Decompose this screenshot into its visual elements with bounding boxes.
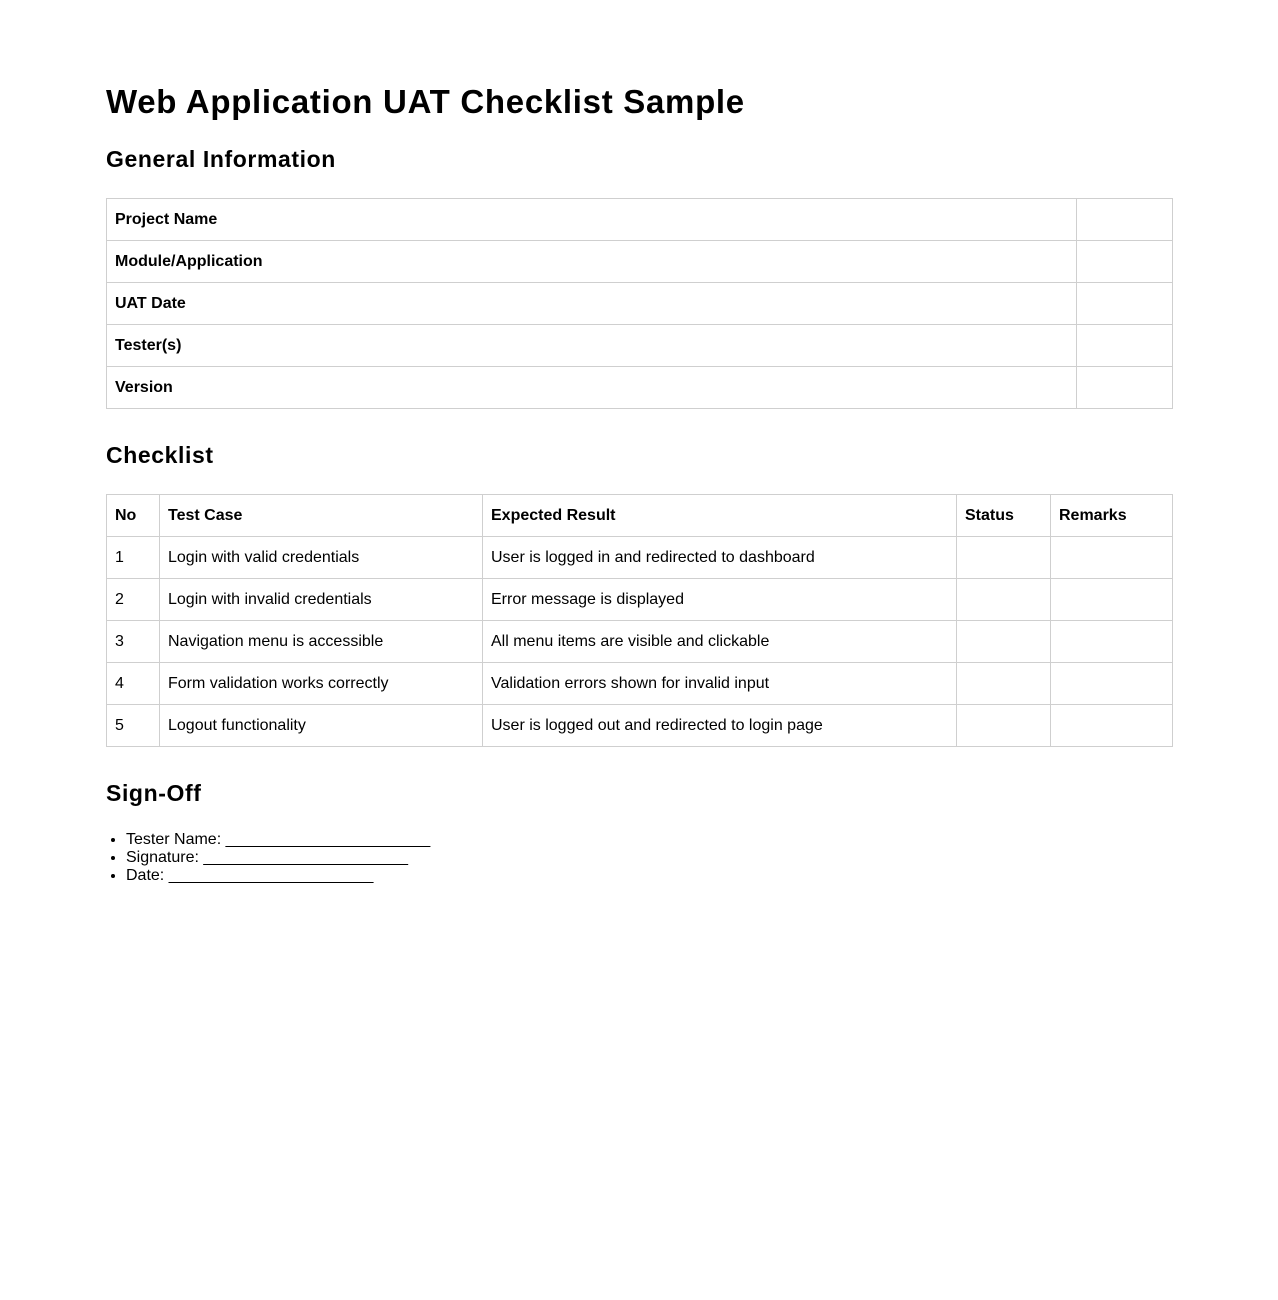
cell-no: 3	[107, 621, 160, 663]
sign-off-heading: Sign-Off	[106, 780, 202, 806]
document-page	[106, 0, 1172, 885]
cell-remarks[interactable]	[1051, 579, 1173, 621]
cell-no: 2	[107, 579, 160, 621]
cell-status[interactable]	[957, 537, 1051, 579]
cell-status[interactable]	[957, 663, 1051, 705]
info-label-module-application: Module/Application	[107, 241, 1077, 283]
cell-expected-result: User is logged out and redirected to login page	[483, 705, 957, 747]
cell-test-case: Login with invalid credentials	[160, 579, 483, 621]
cell-status[interactable]	[957, 579, 1051, 621]
cell-no: 1	[107, 537, 160, 579]
cell-expected-result: User is logged in and redirected to dashboard	[483, 537, 957, 579]
table-row	[107, 621, 1173, 663]
info-label-testers: Tester(s)	[107, 325, 1077, 367]
table-row	[107, 241, 1173, 283]
sign-off-date: • Date: _______________________	[126, 867, 1172, 885]
sign-off-tester-name: • Tester Name: _______________________	[126, 831, 1172, 849]
info-value-version[interactable]	[1077, 367, 1173, 409]
cell-remarks[interactable]	[1051, 663, 1173, 705]
table-row	[107, 199, 1173, 241]
cell-test-case: Navigation menu is accessible	[160, 621, 483, 663]
cell-status[interactable]	[957, 705, 1051, 747]
table-row	[107, 579, 1173, 621]
info-value-testers[interactable]	[1077, 325, 1173, 367]
sign-off-signature: • Signature: _______________________	[126, 849, 1172, 867]
cell-remarks[interactable]	[1051, 705, 1173, 747]
column-header-status: Status	[957, 495, 1051, 537]
cell-status[interactable]	[957, 621, 1051, 663]
cell-test-case: Login with valid credentials	[160, 537, 483, 579]
column-header-test-case: Test Case	[160, 495, 483, 537]
info-label-project-name: Project Name	[107, 199, 1077, 241]
table-row	[107, 663, 1173, 705]
general-information-heading: General Information	[106, 146, 336, 172]
cell-expected-result: Error message is displayed	[483, 579, 957, 621]
info-value-module-application[interactable]	[1077, 241, 1173, 283]
cell-no: 5	[107, 705, 160, 747]
checklist-table	[106, 494, 1173, 747]
table-row	[107, 537, 1173, 579]
table-header-row	[107, 495, 1173, 537]
info-label-version: Version	[107, 367, 1077, 409]
table-row	[107, 325, 1173, 367]
general-information-table	[106, 198, 1173, 409]
column-header-remarks: Remarks	[1051, 495, 1173, 537]
cell-expected-result: Validation errors shown for invalid input	[483, 663, 957, 705]
info-value-uat-date[interactable]	[1077, 283, 1173, 325]
cell-expected-result: All menu items are visible and clickable	[483, 621, 957, 663]
cell-remarks[interactable]	[1051, 621, 1173, 663]
table-row	[107, 705, 1173, 747]
table-row	[107, 367, 1173, 409]
info-value-project-name[interactable]	[1077, 199, 1173, 241]
table-row	[107, 283, 1173, 325]
page-title: Web Application UAT Checklist Sample	[106, 83, 745, 120]
column-header-no: No	[107, 495, 160, 537]
cell-test-case: Logout functionality	[160, 705, 483, 747]
column-header-expected-result: Expected Result	[483, 495, 957, 537]
info-label-uat-date: UAT Date	[107, 283, 1077, 325]
sign-off-list	[106, 831, 1172, 885]
cell-test-case: Form validation works correctly	[160, 663, 483, 705]
checklist-heading: Checklist	[106, 442, 214, 468]
cell-remarks[interactable]	[1051, 537, 1173, 579]
cell-no: 4	[107, 663, 160, 705]
